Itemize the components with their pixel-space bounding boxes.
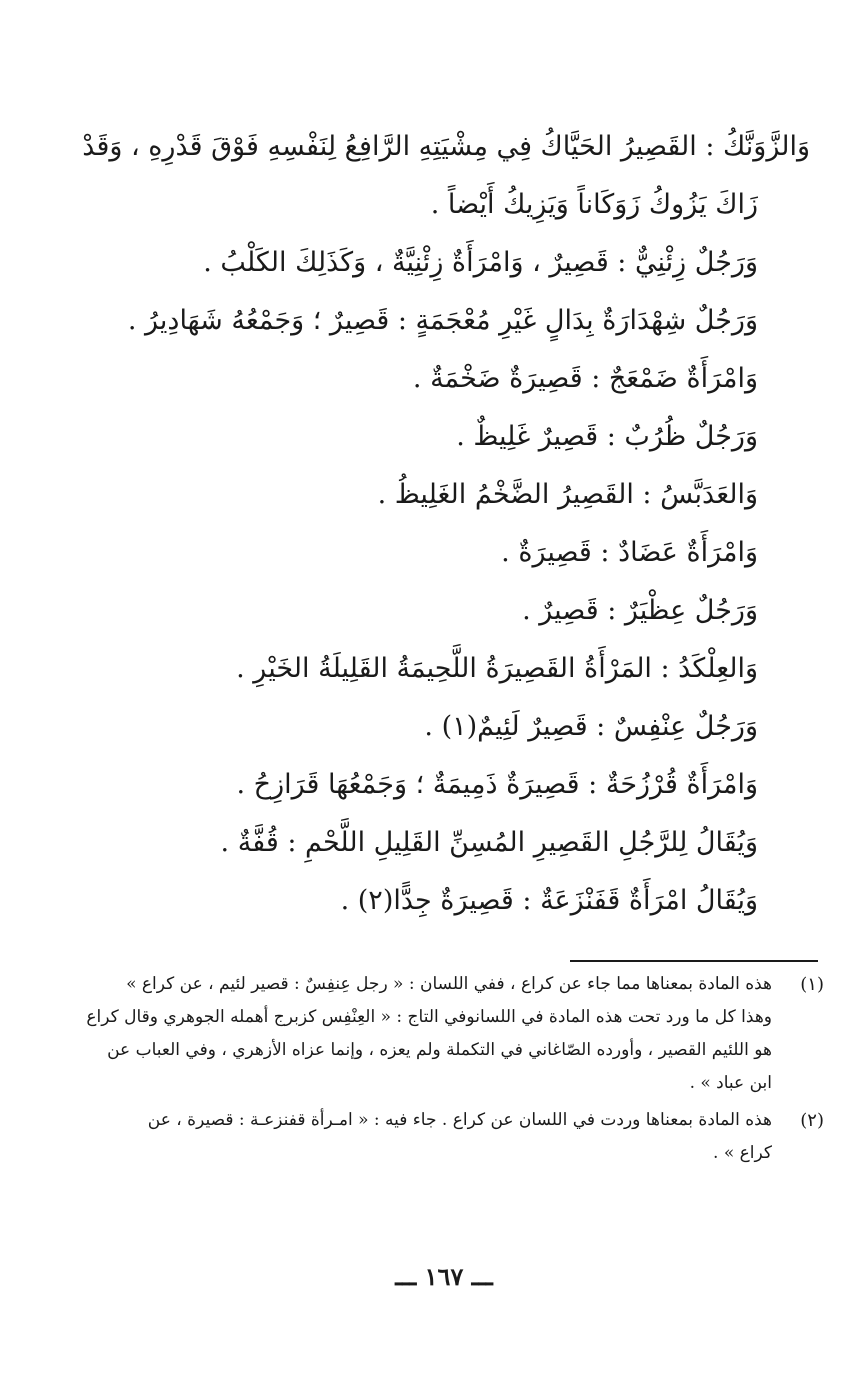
text-line: وَالزَّوَنَّكُ : القَصِيرُ الحَيَّاكُ فِي مِشْيَتِهِ الرَّافِعُ لِنَفْسِهِ فَوْقَ قَدْرِهِ ، وَقَدْ (82, 131, 810, 162)
text-line: زَاكَ يَزُوكُ زَوَكَاناً وَيَزِيكُ أَيْضاً . (430, 189, 758, 220)
text-line: وَرَجُلٌ عِنْفِسٌ : قَصِيرٌ لَئِيمٌ(١) . (424, 711, 758, 742)
footnote-line: وهذا كل ما ورد تحت هذه المادة في اللسانوفي التاج : « العِنْفِس كزبرج أهمله الجوهري وقال كراع (86, 1007, 772, 1027)
footnote-line: هذه المادة بمعناها مما جاء عن كراع ، ففي اللسان : « رجل عِنفِسٌ : قصير لئيم ، عن كراع » (126, 974, 772, 994)
footnotes (74, 968, 826, 1174)
footnote-1 (74, 968, 826, 1100)
text-line: وَرَجُلٌ شِهْدَارَةٌ بِدَالٍ غَيْرِ مُعْجَمَةٍ : قَصِيرٌ ؛ وَجَمْعُهُ شَهَادِيرُ . (127, 305, 758, 336)
footnote-line: ابن عباد » . (689, 1073, 772, 1093)
footnote-number: (١) (800, 974, 824, 995)
footnote-line: هو اللئيم القصير ، وأورده الصّاغاني في التكملة ولم يعزه ، وإنما عزاه الأزهري ، وفي العباب عن (107, 1040, 772, 1060)
footnote-divider (570, 960, 818, 962)
footnote-2 (74, 1104, 826, 1170)
text-line: وَرَجُلٌ ظُرُبٌ : قَصِيرٌ غَلِيظٌ . (456, 421, 758, 452)
page-number: ـــ ١٦٧ ـــ (395, 1262, 493, 1291)
text-line: وَيُقَالُ لِلرَّجُلِ القَصِيرِ المُسِنِّ القَلِيلِ اللَّحْمِ : قُفَّةٌ . (220, 827, 758, 858)
footnote-line: كراع » . (713, 1143, 772, 1163)
text-line: وَامْرَأَةٌ ضَمْعَجٌ : قَصِيرَةٌ ضَخْمَةٌ . (412, 363, 758, 394)
text-line: وَيُقَالُ امْرَأَةٌ قَفَنْزَعَةٌ : قَصِيرَةٌ جِدًّا(٢) . (340, 885, 758, 916)
text-line: وَالعِلْكَدُ : المَرْأَةُ القَصِيرَةُ اللَّحِيمَةُ القَلِيلَةُ الخَيْرِ . (236, 653, 758, 684)
text-line: وَامْرَأَةٌ عَضَادٌ : قَصِيرَةٌ . (501, 537, 758, 568)
footnote-number: (٢) (800, 1110, 824, 1131)
text-line: وَامْرَأَةٌ قُرْزُحَةٌ : قَصِيرَةٌ ذَمِيمَةٌ ؛ وَجَمْعُهَا قَرَازِحُ . (236, 769, 758, 800)
text-line: وَالعَدَبَّسُ : القَصِيرُ الضَّخْمُ الغَلِيظُ . (377, 479, 758, 510)
text-line: وَرَجُلٌ عِظْيَرٌ : قَصِيرٌ . (522, 595, 758, 626)
text-line: وَرَجُلٌ زِئْنِيٌّ : قَصِيرٌ ، وَامْرَأَةٌ زِئْنِيَّةٌ ، وَكَذَلِكَ الكَلْبُ . (203, 247, 758, 278)
main-text (70, 118, 810, 930)
footnote-line: هذه المادة بمعناها وردت في اللسان عن كراع . جاء فيه : « امـرأة قفنزعـة : قصيرة ، عن (147, 1110, 772, 1130)
